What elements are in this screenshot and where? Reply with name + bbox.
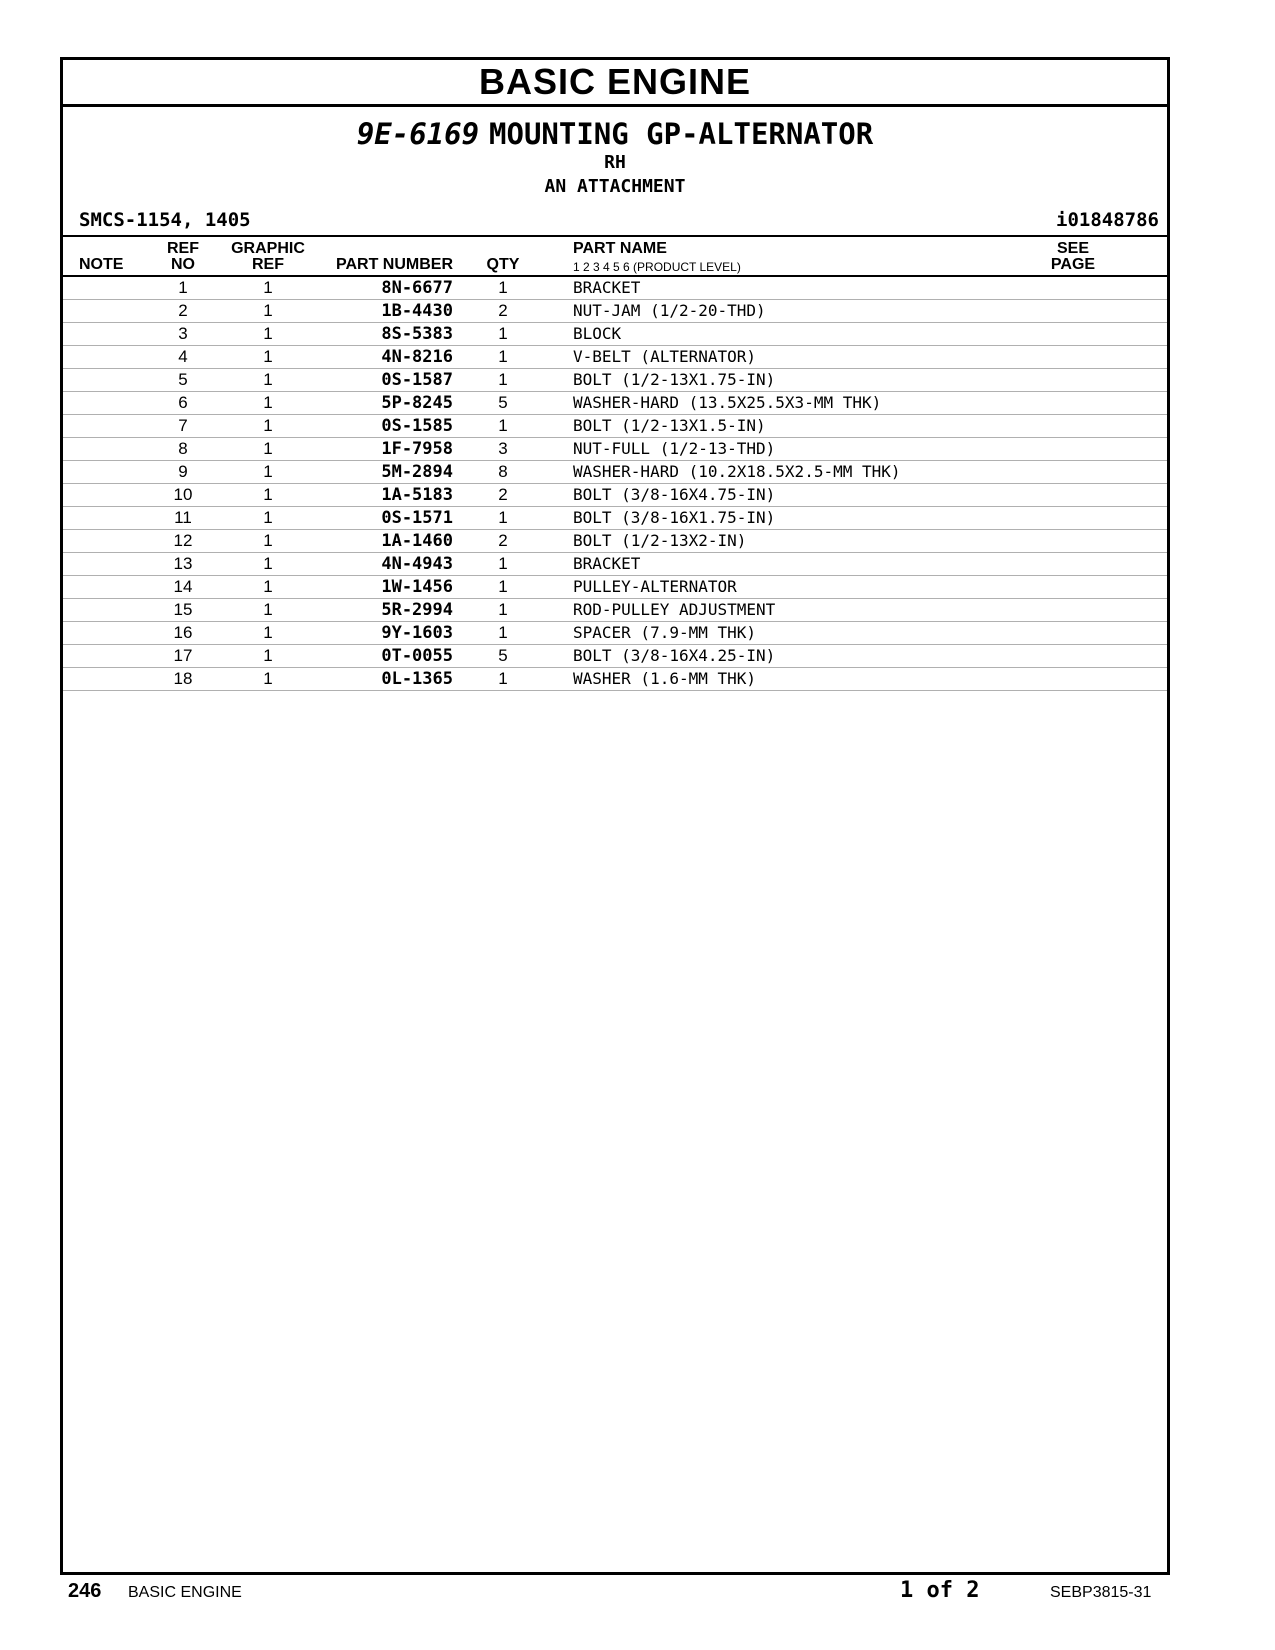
col-part-name: PART NAME	[573, 240, 667, 257]
ref-no: 12	[173, 531, 193, 550]
quantity: 1	[498, 623, 508, 642]
part-name: BOLT (3/8-16X4.25-IN)	[573, 646, 776, 665]
table-row	[63, 576, 1167, 599]
part-name: WASHER (1.6-MM THK)	[573, 669, 757, 688]
col-note: NOTE	[79, 256, 124, 273]
col-see-bottom: PAGE	[1050, 256, 1096, 273]
table-row	[63, 530, 1167, 553]
quantity: 1	[498, 278, 508, 297]
parts-list	[63, 277, 1167, 691]
graphic-ref: 1	[263, 600, 273, 619]
page-frame	[60, 57, 1170, 1575]
quantity: 2	[498, 531, 508, 550]
part-number: 1B-4430	[381, 301, 453, 321]
section-title: BASIC ENGINE	[63, 60, 1167, 107]
quantity: 2	[498, 301, 508, 320]
quantity: 3	[498, 439, 508, 458]
quantity: 1	[498, 554, 508, 573]
quantity: 5	[498, 393, 508, 412]
ref-no: 7	[178, 416, 188, 435]
part-number: 1A-1460	[381, 531, 453, 551]
graphic-ref: 1	[263, 646, 273, 665]
document-number: SEBP3815-31	[1050, 1584, 1152, 1601]
ref-no: 16	[173, 623, 193, 642]
table-row	[63, 346, 1167, 369]
part-number: 5M-2894	[381, 462, 453, 482]
table-row	[63, 622, 1167, 645]
table-row	[63, 484, 1167, 507]
part-name: SPACER (7.9-MM THK)	[573, 623, 757, 642]
ref-no: 13	[173, 554, 193, 573]
col-product-level: 1 2 3 4 5 6 (PRODUCT LEVEL)	[573, 260, 741, 274]
table-row	[63, 553, 1167, 576]
table-row	[63, 369, 1167, 392]
sheet-indicator: 1 of 2	[900, 1578, 980, 1603]
graphic-ref: 1	[263, 462, 273, 481]
part-name: BOLT (3/8-16X4.75-IN)	[573, 485, 776, 504]
table-row	[63, 323, 1167, 346]
part-name: NUT-FULL (1/2-13-THD)	[573, 439, 776, 458]
part-name: BOLT (1/2-13X1.5-IN)	[573, 416, 766, 435]
part-name: ROD-PULLEY ADJUSTMENT	[573, 600, 776, 619]
ref-no: 18	[173, 669, 193, 688]
quantity: 1	[498, 416, 508, 435]
ref-no: 2	[178, 301, 188, 320]
graphic-ref: 1	[263, 370, 273, 389]
graphic-ref: 1	[263, 324, 273, 343]
quantity: 1	[498, 508, 508, 527]
part-name: WASHER-HARD (13.5X25.5X3-MM THK)	[573, 393, 882, 412]
quantity: 1	[498, 324, 508, 343]
ref-no: 15	[173, 600, 193, 619]
col-ref-bottom: NO	[171, 256, 195, 273]
graphic-ref: 1	[263, 554, 273, 573]
part-name: NUT-JAM (1/2-20-THD)	[573, 301, 766, 320]
table-row	[63, 668, 1167, 691]
graphic-ref: 1	[263, 508, 273, 527]
graphic-ref: 1	[263, 623, 273, 642]
footer-section: BASIC ENGINE	[128, 1584, 242, 1601]
part-number: 0S-1587	[381, 370, 453, 390]
part-name: BOLT (1/2-13X1.75-IN)	[573, 370, 776, 389]
part-number: 0L-1365	[381, 669, 453, 689]
ref-no: 3	[178, 324, 188, 343]
table-row	[63, 507, 1167, 530]
graphic-ref: 1	[263, 416, 273, 435]
ref-no: 1	[178, 278, 188, 297]
graphic-ref: 1	[263, 577, 273, 596]
part-number: 0T-0055	[381, 646, 453, 666]
graphic-ref: 1	[263, 393, 273, 412]
part-number: 1W-1456	[381, 577, 453, 597]
quantity: 2	[498, 485, 508, 504]
col-graphic-top: GRAPHIC	[231, 240, 305, 257]
part-number: 1F-7958	[381, 439, 453, 459]
part-number: 4N-8216	[381, 347, 453, 367]
graphic-ref: 1	[263, 278, 273, 297]
ref-no: 9	[178, 462, 188, 481]
part-name: BLOCK	[573, 324, 622, 343]
part-number: 5P-8245	[381, 393, 453, 413]
graphic-ref: 1	[263, 669, 273, 688]
table-row	[63, 300, 1167, 323]
ref-no: 11	[174, 508, 192, 527]
quantity: 1	[498, 600, 508, 619]
quantity: 1	[498, 577, 508, 596]
illustration-id: i01848786	[1056, 209, 1159, 231]
part-number: 0S-1585	[381, 416, 453, 436]
table-row	[63, 461, 1167, 484]
ref-no: 8	[178, 439, 188, 458]
graphic-ref: 1	[263, 301, 273, 320]
ref-no: 4	[178, 347, 188, 366]
table-row	[63, 438, 1167, 461]
page-footer	[0, 1580, 1275, 1610]
part-number: 1A-5183	[381, 485, 453, 505]
part-number: 5R-2994	[381, 600, 453, 620]
group-title	[63, 117, 1167, 151]
part-name: V-BELT (ALTERNATOR)	[573, 347, 757, 366]
ref-no: 5	[178, 370, 188, 389]
col-see-top: SEE	[1056, 240, 1089, 257]
table-row	[63, 392, 1167, 415]
part-name: PULLEY-ALTERNATOR	[573, 577, 737, 596]
col-graphic-bottom: REF	[252, 256, 284, 273]
quantity: 8	[498, 462, 508, 481]
table-row	[63, 645, 1167, 668]
table-row	[63, 415, 1167, 438]
graphic-ref: 1	[263, 531, 273, 550]
part-number: 4N-4943	[381, 554, 453, 574]
part-name: BOLT (3/8-16X1.75-IN)	[573, 508, 776, 527]
smcs-code: SMCS-1154, 1405	[79, 209, 251, 231]
subtitle-rh: RH	[604, 152, 626, 173]
table-row	[63, 599, 1167, 622]
page-number: 246	[68, 1580, 102, 1602]
ref-no: 10	[173, 485, 193, 504]
group-name: MOUNTING GP-ALTERNATOR	[489, 117, 874, 151]
ref-no: 17	[173, 646, 193, 665]
part-name: WASHER-HARD (10.2X18.5X2.5-MM THK)	[573, 462, 901, 481]
col-qty: QTY	[486, 256, 520, 273]
group-number: 9E-6169	[356, 117, 480, 151]
quantity: 5	[498, 646, 508, 665]
part-number: 8N-6677	[381, 278, 453, 298]
ref-no: 6	[178, 393, 188, 412]
subtitle-attachment: AN ATTACHMENT	[544, 176, 686, 197]
part-number: 8S-5383	[381, 324, 453, 344]
quantity: 1	[498, 370, 508, 389]
ref-no: 14	[173, 577, 193, 596]
part-number: 0S-1571	[381, 508, 453, 528]
quantity: 1	[498, 669, 508, 688]
graphic-ref: 1	[263, 347, 273, 366]
quantity: 1	[498, 347, 508, 366]
graphic-ref: 1	[263, 439, 273, 458]
col-part-number: PART NUMBER	[335, 256, 453, 273]
table-header	[63, 235, 1167, 277]
graphic-ref: 1	[263, 485, 273, 504]
col-ref-top: REF	[167, 240, 199, 257]
table-row	[63, 277, 1167, 300]
reference-row	[63, 205, 1167, 235]
part-name: BRACKET	[573, 554, 641, 573]
part-number: 9Y-1603	[381, 623, 453, 643]
part-name: BOLT (1/2-13X2-IN)	[573, 531, 747, 550]
part-name: BRACKET	[573, 278, 641, 297]
